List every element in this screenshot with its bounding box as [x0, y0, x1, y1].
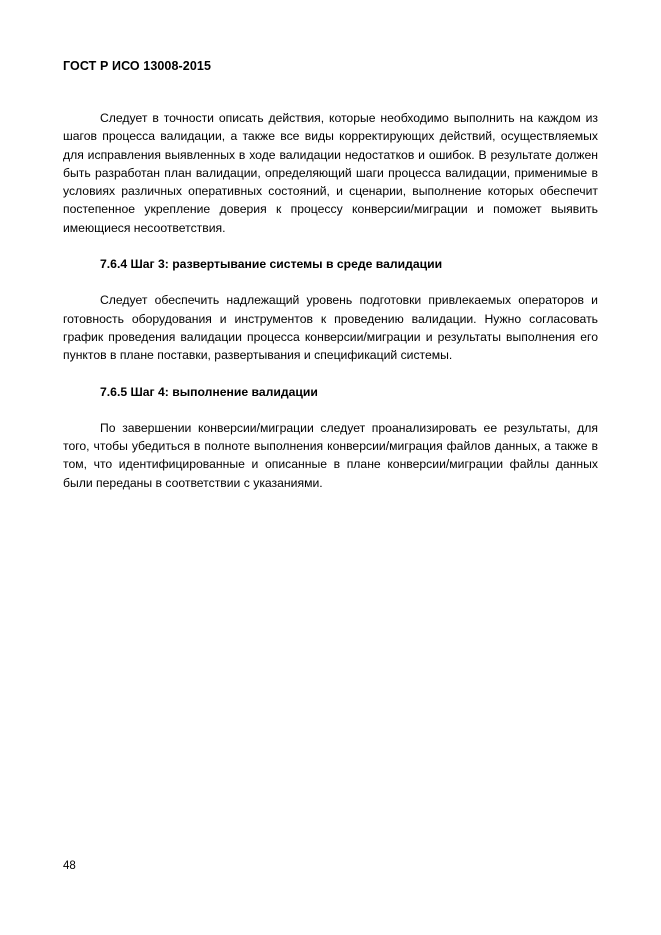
paragraph-execution: По завершении конверсии/миграции следует проанализировать ее результаты, для того, чтобы убедиться в полноте выполнения конверсии/миграция файлов данных, а также в том, что идентифицированные и описанные в плане конверсии/миграции файлы данных были переданы в соответствии с указаниями.	[63, 420, 598, 490]
document-header: ГОСТ Р ИСО 13008-2015	[63, 59, 212, 73]
section-heading-step-4: 7.6.5 Шаг 4: выполнение валидации	[100, 384, 318, 399]
paragraph-deployment: Следует обеспечить надлежащий уровень подготовки привлекаемых операторов и готовность оборудования и инструментов к проведению валидации. Нужно согласовать график проведения валидации процесса конверсии/миграции и результаты выполнения его пунктов в плане поставки, развертывания и спецификаций системы.	[63, 293, 598, 363]
paragraph-validation-actions: Следует в точности описать действия, которые необходимо выполнить на каждом из шагов процесса валидации, а также все виды корректирующих действий, осуществляемых для исправления выявленных в ходе валидации недостатков и ошибок. В результате должен быть разработан план валидации, определяющий шаги процесса валидации, применимые в условиях различных оперативных состояний, и сценарии, выполнение которых обеспечит постепенное укрепление доверия к процессу конверсии/миграции и поможет выявить имеющиеся несоответствия.	[63, 111, 598, 235]
page-number: 48	[63, 860, 76, 872]
section-heading-step-3: 7.6.4 Шаг 3: развертывание системы в среде валидации	[100, 257, 443, 272]
document-body	[63, 109, 598, 492]
